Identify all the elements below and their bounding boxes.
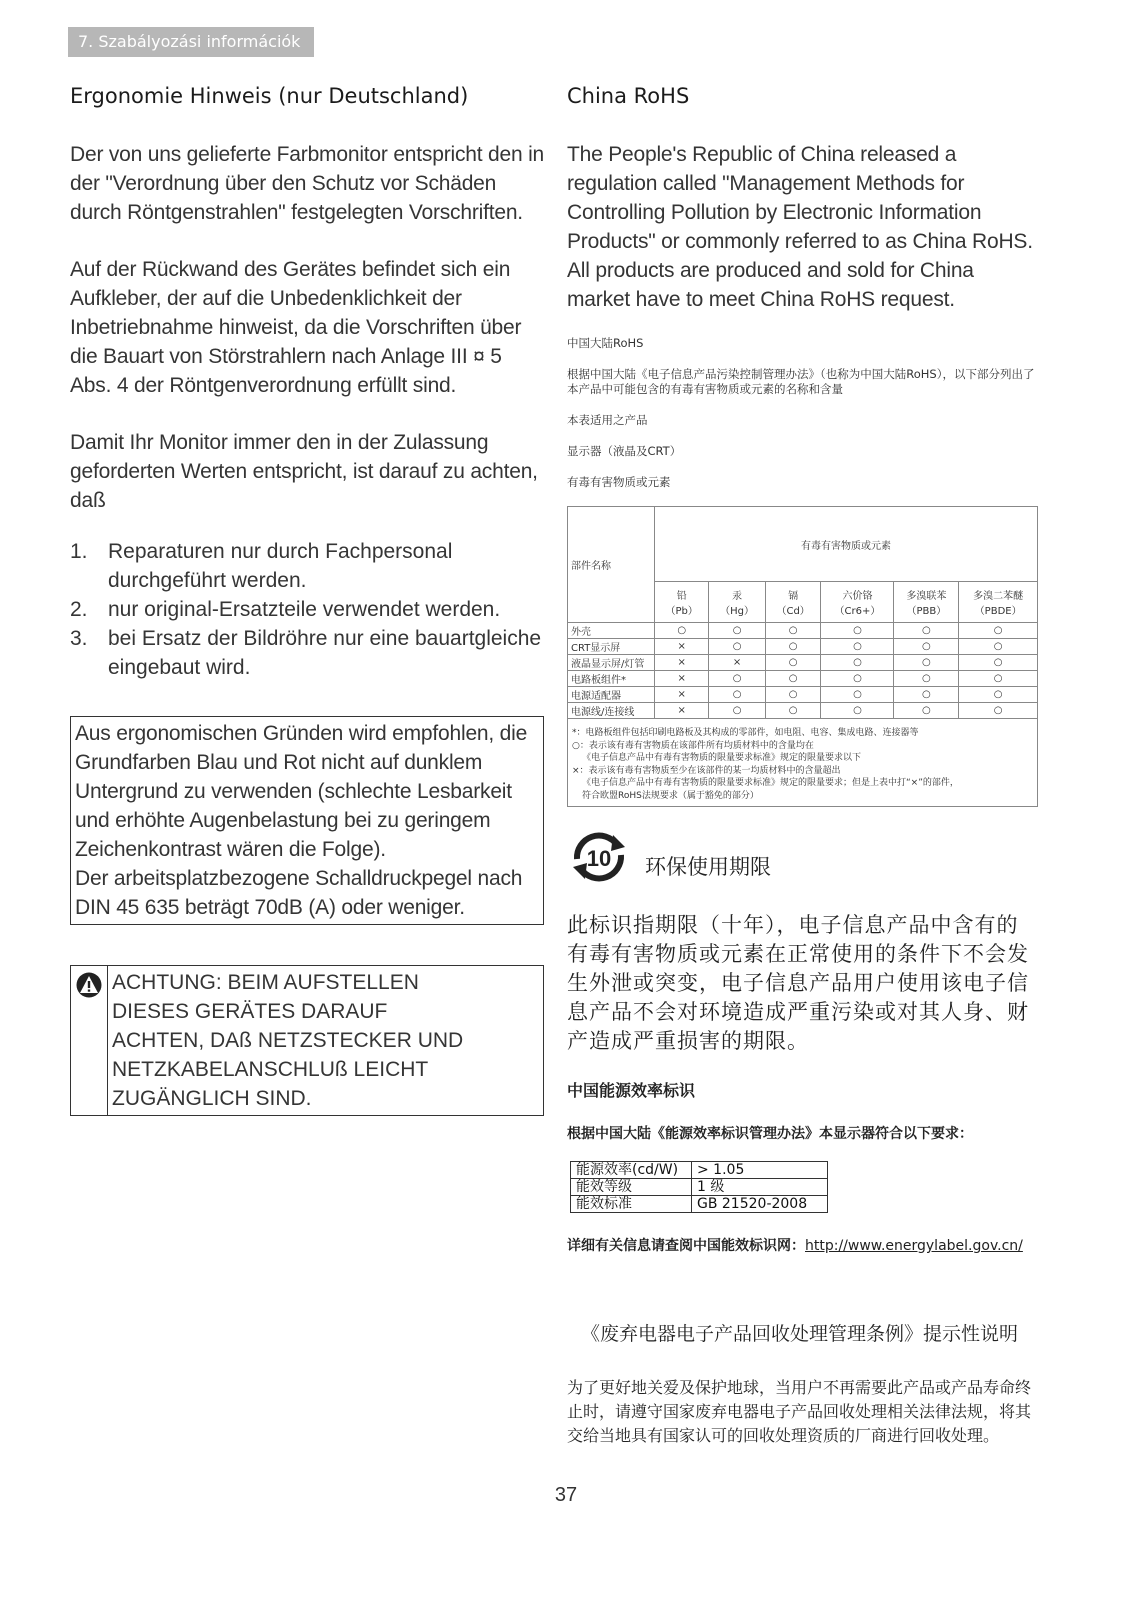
table-header: 部件名称 [568,507,655,623]
requirements-list [70,537,544,682]
rohs-product: 显示器（液晶及CRT） [567,444,682,458]
table-row: 能源效率(cd/W) > 1.05 [571,1162,828,1179]
table-row: 电源适配器 × ○ ○ ○ ○ ○ [568,687,1038,703]
energy-label-link[interactable]: http://www.energylabel.gov.cn/ [805,1238,1023,1254]
eco-period-row [567,829,1039,889]
table-row: 电路板组件* × ○ ○ ○ ○ ○ [568,671,1038,687]
table-row: 外壳 ○ ○ ○ ○ ○ ○ [568,623,1038,639]
svg-text:10: 10 [586,846,612,871]
china-rohs-para: The People's Republic of China released a regulation called "Management Methods for Controlling Pollution by Electronic Information Products" or commonly referred to as China RoHS. All products are produced and sold for China market have to meet China RoHS request. [567,143,1033,311]
energy-label-info: 详细有关信息请查阅中国能效标识网：http://www.energylabel.gov.cn/ [567,1238,1023,1254]
china-rohs-title: China RoHS [567,84,690,108]
table-header: 有毒有害物质或元素 [655,507,1038,582]
table-row: 能效等级 1 级 [571,1179,828,1196]
energy-label-requirement: 根据中国大陆《能源效率标识管理办法》本显示器符合以下要求： [567,1126,973,1142]
section-tab: 7. Szabályozási információk [68,27,314,57]
ergonomie-para-1: Der von uns gelieferte Farbmonitor entspricht den in der "Verordnung über den Schutz vor Schäden durch Röntgenstrahlen" festgelegten Vorschriften. [70,143,545,224]
rohs-substance-table [567,506,1038,719]
table-row: CRT显示屏 × ○ ○ ○ ○ ○ [568,639,1038,655]
list-item: 1. Reparaturen nur durch Fachpersonal durchgeführt werden. [70,540,453,592]
rohs-applicable: 本表适用之产品 [567,413,648,427]
environment-period-10-icon [567,829,631,889]
recommendation-text: Aus ergonomischen Gründen wird empfohlen, die Grundfarben Blau und Rot nicht auf dunklem Untergrund zu verwenden (schlechte Lesbarkeit und erhöhte Augenbelastung bei zu geringem Zeichenkontrast wären die Folge). [75,722,528,861]
ergonomie-para-2: Auf der Rückwand des Gerätes befindet sich ein Aufkleber, der auf die Unbedenklichkeit der Inbetriebnahme hinweist, da die Vorschriften über die Bauart von Störstrahlern nach Anlage III ¤ 5 Abs. 4 der Röntgenverordnung erfüllt sind. [70,258,522,397]
rohs-substances-label: 有毒有害物质或元素 [567,475,671,489]
table-row: 能效标准 GB 21520-2008 [571,1196,828,1213]
warning-box [70,965,544,1116]
ergonomic-recommendation-box [70,716,544,925]
eco-period-description: 此标识指期限（十年），电子信息产品中含有的有毒有害物质或元素在正常使用的条件下不会发生外泄或突变，电子信息产品用户使用该电子信息产品不会对环境造成严重污染或对其人身、财产造成严重损害的期限。 [567,913,1029,1053]
right-column [567,84,1039,1448]
warning-text: ACHTUNG: BEIM AUFSTELLEN DIESES GERÄTES DARAUF ACHTEN, DAß NETZSTECKER UND NETZKABELANSCHLUß LEICHT ZUGÄNGLICH SIND. [112,971,464,1110]
weee-title: 《废弃电器电子产品回收处理管理条例》提示性说明 [581,1323,1019,1345]
ergonomie-title: Ergonomie Hinweis (nur Deutschland) [70,84,469,108]
weee-description: 为了更好地关爱及保护地球，当用户不再需要此产品或产品寿命终止时，请遵守国家废弃电器电子产品回收处理相关法律法规，将其交给当地具有国家认可的回收处理资质的厂商进行回收处理。 [567,1378,1032,1445]
ergonomie-para-3: Damit Ihr Monitor immer den in der Zulassung geforderten Werten entspricht, ist darauf zu achten, daß [70,431,538,512]
list-item: 3. bei Ersatz der Bildröhre nur eine bauartgleiche eingebaut wird. [70,627,542,679]
rohs-table-notes: *：电路板组件包括印刷电路板及其构成的零部件，如电阻、电容、集成电路、连接器等 ○：表示该有毒有害物质在该部件所有均质材料中的含量均在 《电子信息产品中有毒有害物质的限量要求标准》规定的限量要求以下 ×：表示该有毒有害物质至少在该部件的某一均质材料中的含量超出 《电子信息产品中有毒有害物质的限量要求标准》规定的限量要求；但是上表中打“×”的部件， 符合欧盟RoHS法规要求（属于豁免的部分） [567,719,1038,807]
page-number: 37 [554,1484,578,1506]
energy-label-title: 中国能源效率标识 [567,1081,696,1100]
table-row: 液晶显示屏/灯管 × × ○ ○ ○ ○ [568,655,1038,671]
table-row: 铅 （Pb） 汞 （Hg） 镉 （Cd） 六价铬 （Cr6+） 多溴联苯 （PBB） 多溴二苯醚 （PBDE） [568,582,1038,623]
eco-period-label: 环保使用期限 [645,855,771,879]
warning-triangle-icon [75,972,103,1115]
energy-efficiency-table [570,1161,828,1213]
noise-level-text: Der arbeitsplatzbezogene Schalldruckpegel nach DIN 45 635 beträgt 70dB (A) oder weniger. [75,867,523,919]
left-column [70,84,544,1116]
table-row: 电源线/连接线 × ○ ○ ○ ○ ○ [568,703,1038,719]
rohs-heading: 中国大陆RoHS [567,336,644,350]
list-item: 2. nur original-Ersatzteile verwendet werden. [70,598,501,621]
rohs-intro: 根据中国大陆《电子信息产品污染控制管理办法》（也称为中国大陆RoHS），以下部分列出了本产品中可能包含的有毒有害物质或元素的名称和含量 [567,367,1035,396]
